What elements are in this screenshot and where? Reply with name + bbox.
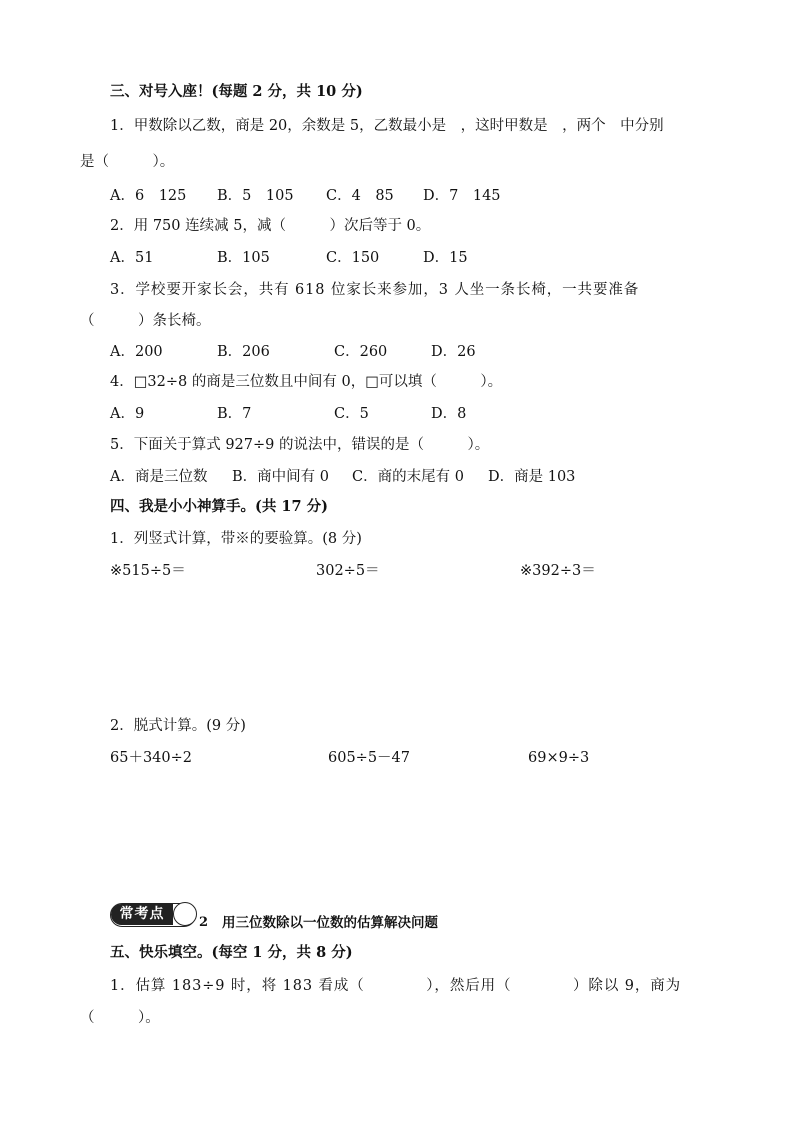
q3-3-option-a: A．200 — [110, 344, 163, 360]
section-5-title: 五、快乐填空。(每空 1 分，共 8 分) — [110, 944, 353, 961]
q4-2-item-1: 65＋340÷2 — [110, 750, 193, 766]
topic-badge-circle — [173, 902, 197, 926]
q3-3-option-b: B．206 — [217, 344, 270, 360]
q3-5-option-d: D．商是 103 — [488, 469, 576, 485]
topic-title: 用三位数除以一位数的估算解决问题 — [222, 915, 438, 931]
q4-2-item-3: 69×9÷3 — [528, 750, 590, 766]
q4-2-title: 2．脱式计算。(9 分) — [110, 718, 246, 734]
q3-4-option-a: A．9 — [110, 406, 145, 422]
q3-1-text: 1．甲数除以乙数，商是 20，余数是 5，乙数最小是 ，这时甲数是 ，两个 中分别 — [110, 118, 664, 134]
q3-2-option-c: C．150 — [326, 250, 380, 266]
topic-badge-label: 常考点 — [111, 904, 173, 925]
q3-1-option-c: C．4 85 — [326, 188, 394, 204]
q3-2-text: 2．用 750 连续减 5，减（ ）次后等于 0。 — [110, 218, 431, 234]
q5-1-text: 1．估算 183÷9 时，将 183 看成（ ），然后用（ ）除以 9，商为 — [110, 978, 682, 994]
q3-2-option-a: A．51 — [110, 250, 154, 266]
q5-1-text-cont: （ ）。 — [80, 1010, 160, 1026]
q3-3-option-c: C．260 — [334, 344, 388, 360]
q3-4-text: 4．□32÷8 的商是三位数且中间有 0，□可以填（ ）。 — [110, 374, 503, 390]
section-3-title: 三、对号入座！(每题 2 分，共 10 分) — [110, 83, 363, 100]
q3-3-text: 3．学校要开家长会，共有 618 位家长来参加，3 人坐一条长椅，一共要准备 — [110, 282, 640, 298]
q3-5-option-a: A．商是三位数 — [110, 469, 208, 485]
q3-4-option-b: B．7 — [217, 406, 252, 422]
q3-4-option-c: C．5 — [334, 406, 369, 422]
q3-2-option-d: D．15 — [423, 250, 468, 266]
q3-4-option-d: D．8 — [431, 406, 467, 422]
q4-1-item-2: 302÷5＝ — [316, 563, 380, 579]
q3-3-option-d: D．26 — [431, 344, 476, 360]
section-4-title: 四、我是小小神算手。(共 17 分) — [110, 498, 328, 515]
topic-number: 2 — [199, 915, 209, 930]
q3-1-text-cont: 是（ ）。 — [80, 154, 175, 170]
topic-badge — [110, 903, 196, 927]
q4-1-item-3: ※392÷3＝ — [520, 563, 596, 579]
q3-5-option-c: C．商的末尾有 0 — [352, 469, 464, 485]
q4-1-item-1: ※515÷5＝ — [110, 563, 186, 579]
q3-5-text: 5．下面关于算式 927÷9 的说法中，错误的是（ ）。 — [110, 437, 490, 453]
q3-1-option-b: B．5 105 — [217, 188, 294, 204]
q4-1-title: 1．列竖式计算，带※的要验算。(8 分) — [110, 531, 362, 547]
q3-1-option-a: A．6 125 — [110, 188, 187, 204]
q4-2-item-2: 605÷5－47 — [328, 750, 411, 766]
q3-2-option-b: B．105 — [217, 250, 270, 266]
q3-1-option-d: D．7 145 — [423, 188, 501, 204]
q3-3-text-cont: （ ）条长椅。 — [80, 313, 211, 329]
q3-5-option-b: B．商中间有 0 — [232, 469, 329, 485]
